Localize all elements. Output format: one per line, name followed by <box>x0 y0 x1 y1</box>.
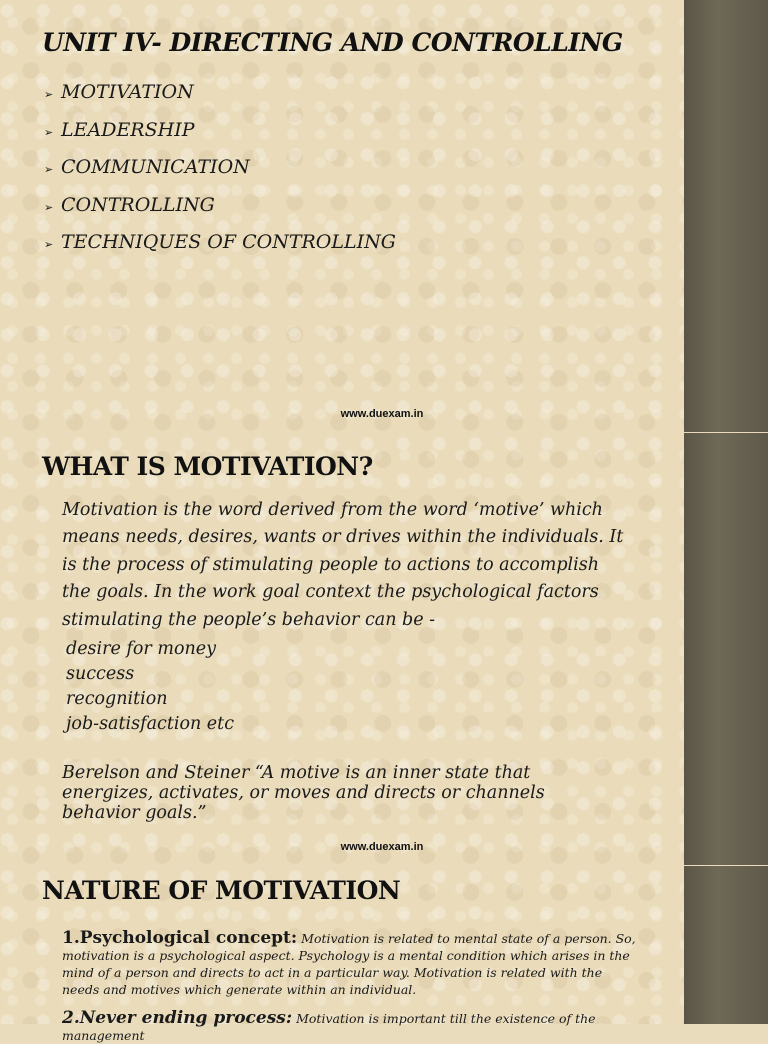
arrow-bullet-icon: ➢ <box>44 200 54 214</box>
slide-footer-url: www.duexam.in <box>340 841 424 853</box>
slide-title: WHAT IS MOTIVATION? <box>42 452 373 481</box>
slide-side-bar <box>684 866 768 1024</box>
slide-title: UNIT IV- DIRECTING AND CONTROLLING <box>42 28 623 57</box>
nature-point-heading: 1.Psychological concept: <box>62 928 298 948</box>
nature-point-text: Motivation is related to mental state of a person. So, motivation is a psychological aspect. Psychology is a mental condition which arises in the mind of a person and directs to act in a particular way. Motivation is related with the needs and motives which generate within an individual. <box>62 931 636 997</box>
factor-list <box>66 637 234 737</box>
topic-item: ➢ TECHNIQUES OF CONTROLLING <box>44 230 396 268</box>
nature-point-text: Motivation is important till the existence of the management <box>62 1011 596 1043</box>
slide-side-bar <box>684 433 768 865</box>
slide-footer-url: www.duexam.in <box>340 408 424 420</box>
arrow-bullet-icon: ➢ <box>44 163 54 176</box>
nature-point <box>62 930 637 998</box>
factor-item: success <box>66 664 135 684</box>
arrow-bullet-icon: ➢ <box>44 238 54 251</box>
topic-item: ➢ MOTIVATION <box>44 80 396 118</box>
slide-what-is-motivation <box>0 433 768 865</box>
quote-paragraph: Berelson and Steiner “A motive is an inner state that energizes, activates, or moves and directs or channels behavior goals.” <box>62 763 545 823</box>
slide-side-bar <box>684 0 768 432</box>
slide-title: NATURE OF MOTIVATION <box>42 876 401 905</box>
arrow-bullet-icon: ➢ <box>44 125 54 139</box>
topic-item: ➢ COMMUNICATION <box>44 155 396 193</box>
nature-point-heading: 2.Never ending process: <box>62 1008 293 1028</box>
slide-unit-iv <box>0 0 768 432</box>
nature-point <box>62 1010 637 1044</box>
definition-paragraph: Motivation is the word derived from the word ‘motive’ which means needs, desires, wants or drives within the individuals. It is the process of stimulating people to actions to accomplish the goals. In the work goal context the psychological factors stimulating the people’s behavior can be - <box>62 500 624 630</box>
topic-item: ➢ CONTROLLING <box>44 193 396 231</box>
topic-item: ➢ LEADERSHIP <box>44 118 396 156</box>
slide-nature-of-motivation <box>0 866 768 1043</box>
arrow-bullet-icon: ➢ <box>44 88 54 101</box>
factor-item: recognition <box>66 689 168 709</box>
factor-item: job-satisfaction etc <box>66 714 235 734</box>
factor-item: desire for money <box>66 639 217 659</box>
topic-list <box>44 80 396 268</box>
